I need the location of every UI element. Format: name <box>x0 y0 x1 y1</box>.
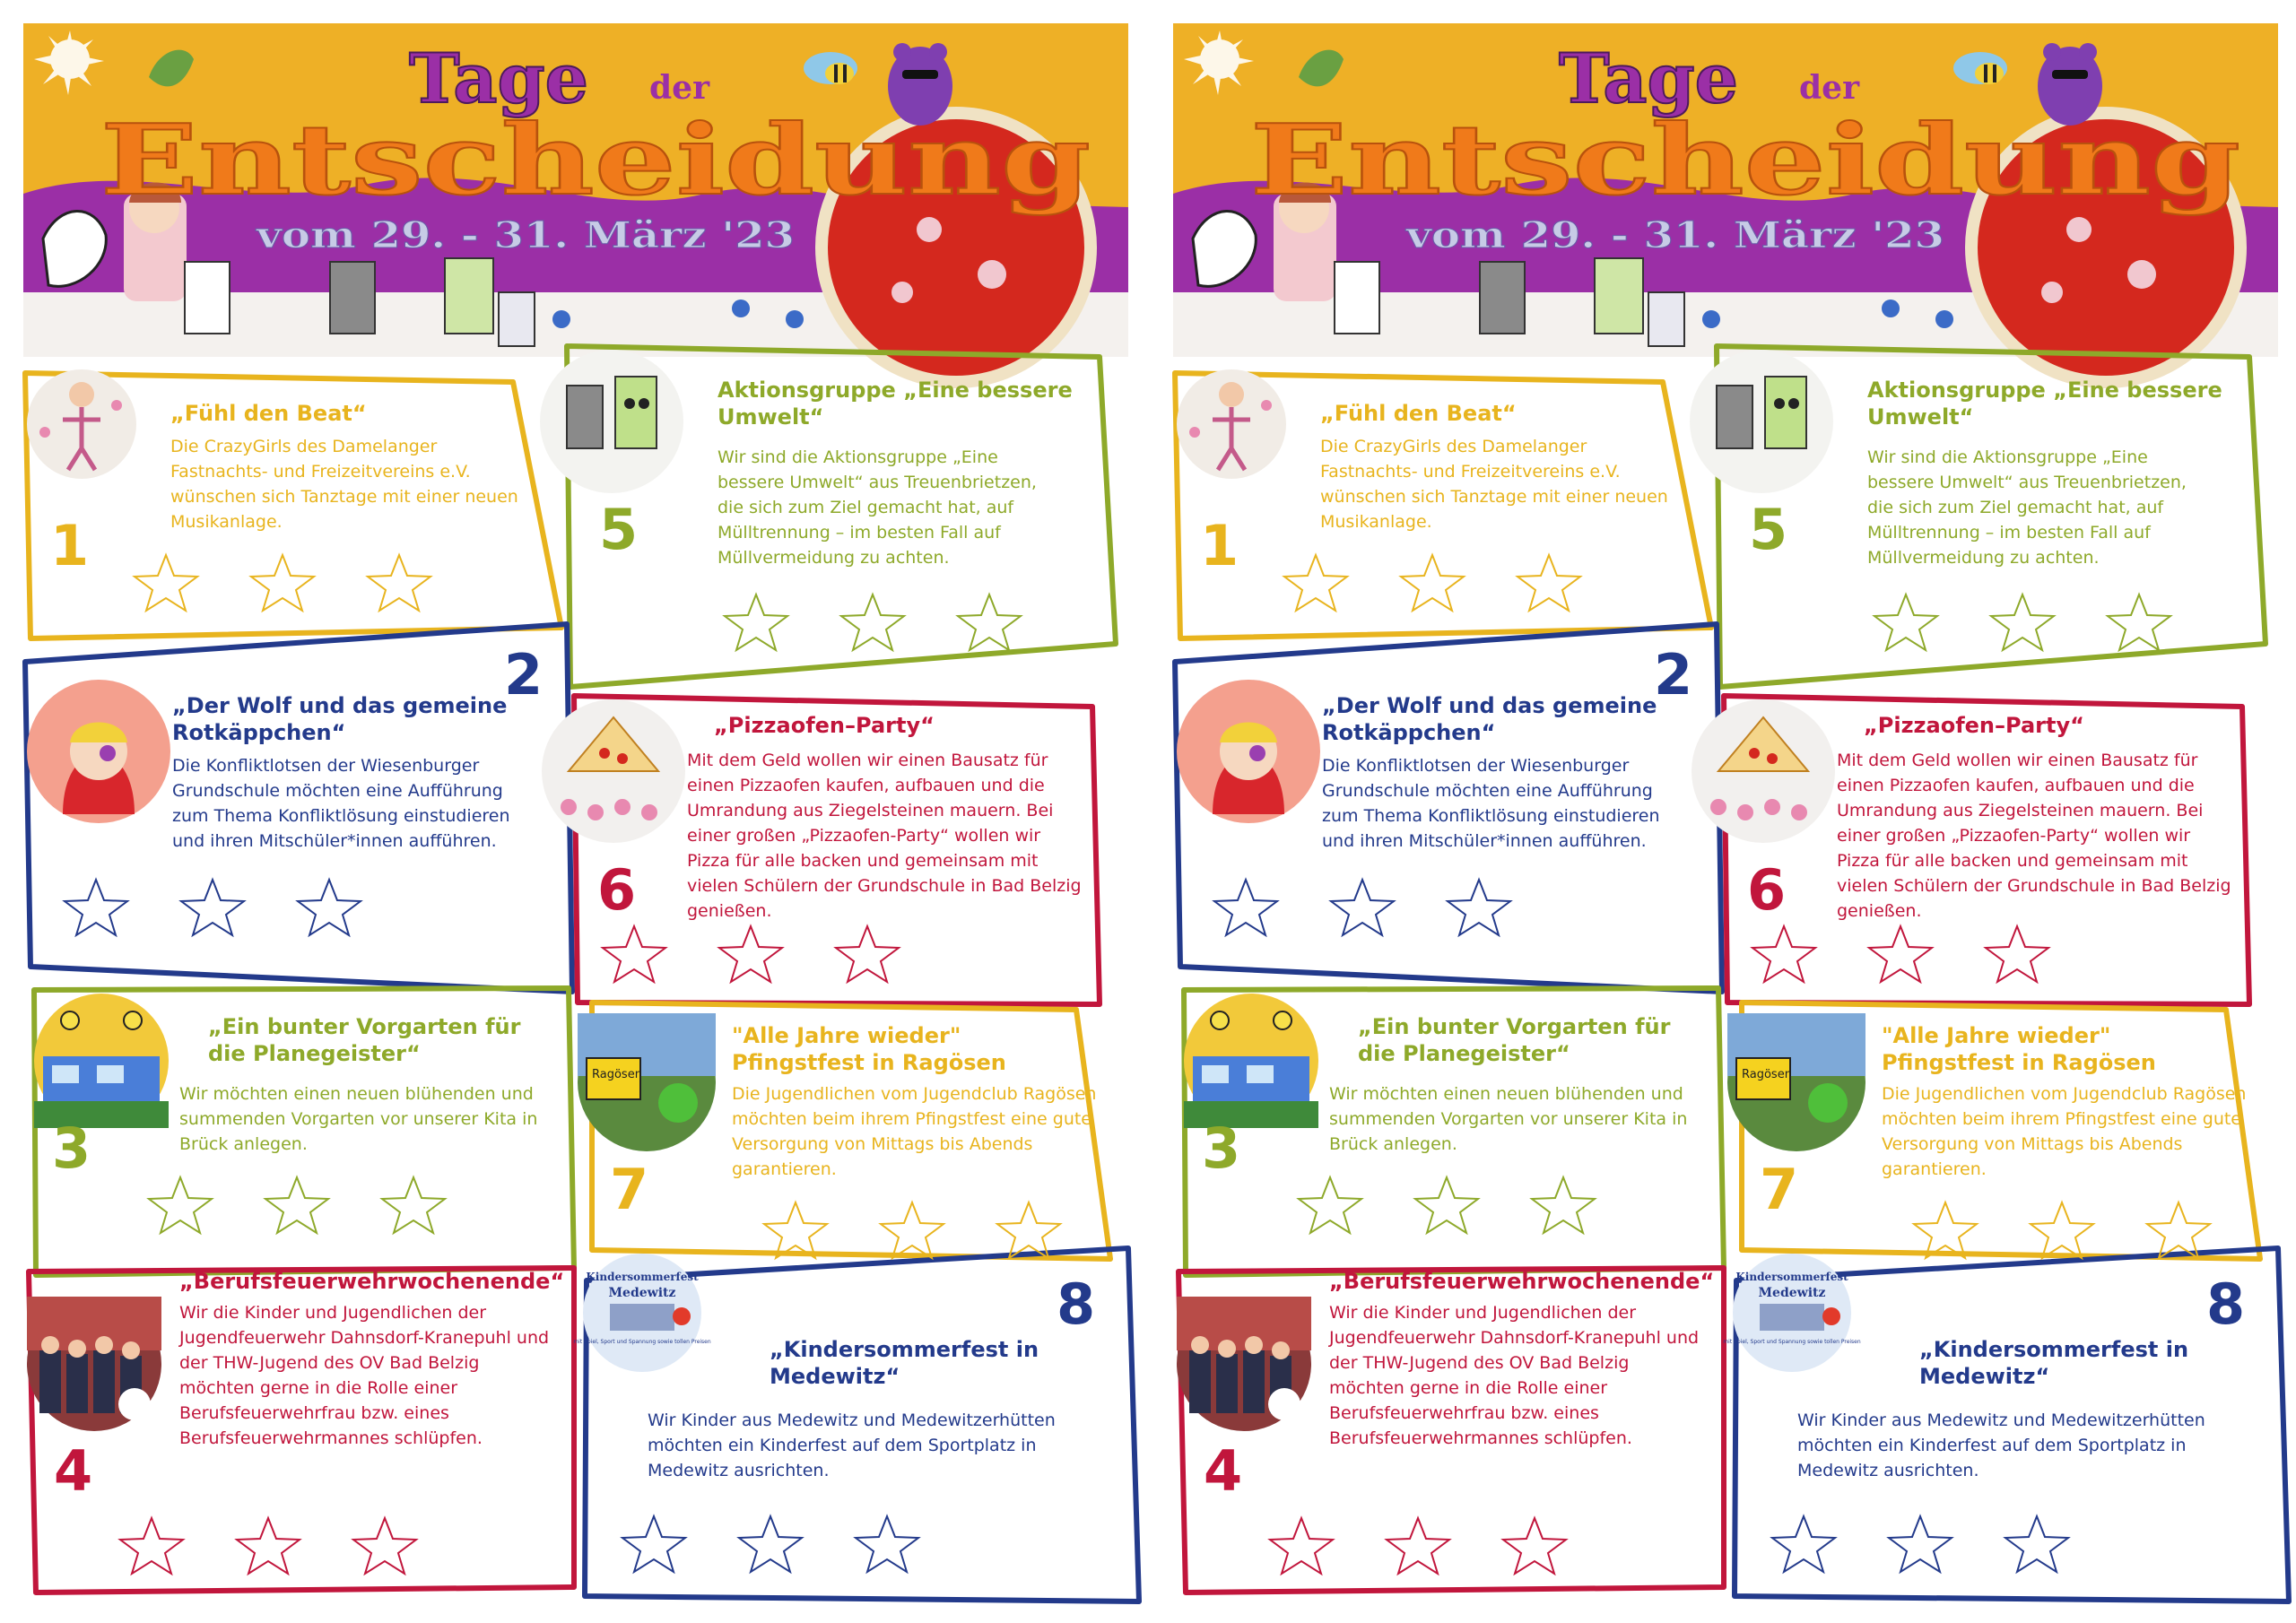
card-7-number: 7 <box>1760 1157 1799 1222</box>
card-2-description: Die Konfliktlotsen der Wiesenburger Grundschule möchten eine Aufführung zum Thema Konfliktlösung einstudieren und ihren Mitschüler*innen aufführen. <box>172 756 510 851</box>
card-5-number: 5 <box>1749 497 1788 562</box>
card-3-number: 3 <box>1202 1115 1241 1181</box>
star-icon[interactable] <box>954 590 1024 653</box>
star-icon[interactable] <box>1211 875 1281 938</box>
card-3-description: Wir möchten einen neuen blühenden und summenden Vorgarten vor unserer Kita in Brück anlegen. <box>1329 1084 1688 1154</box>
pizza-drawing-icon <box>1692 699 1835 843</box>
flyer-left <box>0 0 1146 1623</box>
card-1-number: 1 <box>1200 513 1239 578</box>
trash-bins-drawing-icon <box>1690 350 1833 493</box>
card-1-title: „Fühl den Beat“ <box>1320 401 1517 426</box>
star-icon[interactable] <box>1885 1512 1955 1575</box>
card-5-title: Aktionsgruppe „Eine bessere Umwelt“ <box>718 378 1073 430</box>
banner-title-der: der <box>649 69 710 107</box>
card-6-number: 6 <box>597 857 637 923</box>
star-icon[interactable] <box>1769 1512 1839 1575</box>
kindergarten-photo-icon <box>34 994 169 1128</box>
kindergarten-photo-icon <box>1184 994 1318 1128</box>
banner-date: vom 29. - 31. März '23 <box>1405 214 1944 256</box>
card-7-rating[interactable] <box>761 1198 1064 1261</box>
card-5-rating[interactable] <box>721 590 1024 653</box>
star-icon[interactable] <box>378 1173 448 1236</box>
card-1-number: 1 <box>50 513 90 578</box>
star-icon[interactable] <box>131 551 201 613</box>
village-sign-text: Ragösen <box>592 1068 642 1081</box>
dancer-drawing-icon <box>1177 369 1286 479</box>
star-icon[interactable] <box>1910 1198 1980 1261</box>
star-icon[interactable] <box>1514 551 1584 613</box>
card-2-title: „Der Wolf und das gemeine Rotkäppchen“ <box>1322 693 1657 745</box>
star-icon[interactable] <box>61 875 131 938</box>
poster-place-text: Medewitz <box>1758 1286 1826 1300</box>
pizza-drawing-icon <box>542 699 685 843</box>
card-6-title: „Pizzaofen–Party“ <box>1864 713 2084 738</box>
card-8-number: 8 <box>1057 1271 1096 1337</box>
card-2-title: „Der Wolf und das gemeine Rotkäppchen“ <box>172 693 508 745</box>
star-icon[interactable] <box>721 590 791 653</box>
star-icon[interactable] <box>1528 1173 1598 1236</box>
banner-title-tage: Tage <box>1559 39 1739 118</box>
star-icon[interactable] <box>716 922 786 985</box>
star-icon[interactable] <box>832 922 902 985</box>
card-4-rating[interactable] <box>1266 1514 1570 1576</box>
card-4-number: 4 <box>54 1438 93 1504</box>
card-4-description: Wir die Kinder und Jugendlichen der Jugendfeuerwehr Dahnsdorf-Kranepuhl und der THW-Jugend des OV Bad Belzig möchten gerne in die Rolle einer Berufsfeuerwehrfrau bzw. eines Berufsfeuerwehrmannes schlüpfen. <box>1329 1303 1700 1448</box>
card-1-title: „Fühl den Beat“ <box>170 401 367 426</box>
card-2-description: Die Konfliktlotsen der Wiesenburger Grundschule möchten eine Aufführung zum Thema Konfliktlösung einstudieren und ihren Mitschüler*innen aufführen. <box>1322 756 1660 851</box>
star-icon[interactable] <box>1871 590 1941 653</box>
star-icon[interactable] <box>1327 875 1397 938</box>
banner-title-tage: Tage <box>409 39 589 118</box>
card-5-rating[interactable] <box>1871 590 2174 653</box>
poster-title-text: Kindersommerfest <box>586 1271 699 1283</box>
star-icon[interactable] <box>364 551 434 613</box>
card-3-rating[interactable] <box>145 1173 448 1236</box>
card-3-rating[interactable] <box>1295 1173 1598 1236</box>
star-icon[interactable] <box>145 1173 215 1236</box>
dancer-drawing-icon <box>27 369 136 479</box>
star-icon[interactable] <box>233 1514 303 1576</box>
summer-fest-poster-icon <box>1723 1254 1861 1372</box>
poster-place-text: Medewitz <box>608 1286 676 1300</box>
card-4-title: „Berufsfeuerwehrwochenende“ <box>1329 1269 1715 1294</box>
village-sign-photo-icon <box>578 1013 716 1151</box>
star-icon[interactable] <box>2104 590 2174 653</box>
card-8-title: „Kindersommerfest in Medewitz“ <box>1919 1337 2189 1389</box>
star-icon[interactable] <box>262 1173 332 1236</box>
fire-brigade-photo-icon <box>27 1297 161 1431</box>
village-sign-text: Ragösen <box>1742 1068 1792 1081</box>
card-2-rating[interactable] <box>1211 875 1514 938</box>
card-5-description: Wir sind die Aktionsgruppe „Eine bessere Umwelt“ aus Treuenbrietzen, die sich zum Ziel gemacht hat, auf Mülltrennung – im besten Fall auf Müllvermeidung zu achten. <box>1867 447 2187 568</box>
star-icon[interactable] <box>852 1512 922 1575</box>
star-icon[interactable] <box>877 1198 947 1261</box>
star-icon[interactable] <box>1295 1173 1365 1236</box>
summer-fest-poster-icon <box>573 1254 711 1372</box>
card-4-title: „Berufsfeuerwehrwochenende“ <box>179 1269 565 1294</box>
star-icon[interactable] <box>2144 1198 2213 1261</box>
star-icon[interactable] <box>994 1198 1064 1261</box>
card-7-number: 7 <box>610 1157 649 1222</box>
star-icon[interactable] <box>735 1512 805 1575</box>
poster-subtitle-text: mit Spiel, Sport und Spannung sowie tollen Preisen <box>1723 1339 1861 1345</box>
card-3-description: Wir möchten einen neuen blühenden und summenden Vorgarten vor unserer Kita in Brück anlegen. <box>179 1084 538 1154</box>
star-icon[interactable] <box>1500 1514 1570 1576</box>
card-1-rating[interactable] <box>1281 551 1584 613</box>
banner-title-entscheidung: Entscheidung <box>1250 104 2240 217</box>
star-icon[interactable] <box>1987 590 2057 653</box>
card-2-rating[interactable] <box>61 875 364 938</box>
card-3-number: 3 <box>52 1115 91 1181</box>
star-icon[interactable] <box>1397 551 1467 613</box>
star-icon[interactable] <box>1281 551 1351 613</box>
banner-title-entscheidung: Entscheidung <box>100 104 1091 217</box>
star-icon[interactable] <box>1266 1514 1336 1576</box>
card-1-description: Die CrazyGirls des Damelanger Fastnachts- und Freizeitvereins e.V. wünschen sich Tanztage mit einer neuen Musikanlage. <box>170 437 518 532</box>
card-8-rating[interactable] <box>1769 1512 2072 1575</box>
star-icon[interactable] <box>117 1514 187 1576</box>
card-7-title: "Alle Jahre wieder" Pfingstfest in Ragösen <box>732 1023 1006 1075</box>
banner-date: vom 29. - 31. März '23 <box>255 214 795 256</box>
trash-bins-drawing-icon <box>540 350 683 493</box>
village-sign-photo-icon <box>1727 1013 1866 1151</box>
card-6-title: „Pizzaofen–Party“ <box>714 713 935 738</box>
red-riding-hood-drawing-icon <box>27 680 170 823</box>
red-riding-hood-drawing-icon <box>1177 680 1320 823</box>
star-icon[interactable] <box>838 590 908 653</box>
star-icon[interactable] <box>1866 922 1935 985</box>
card-7-title: "Alle Jahre wieder" Pfingstfest in Ragösen <box>1882 1023 2156 1075</box>
card-8-title: „Kindersommerfest in Medewitz“ <box>770 1337 1039 1389</box>
card-6-rating[interactable] <box>599 922 902 985</box>
card-8-description: Wir Kinder aus Medewitz und Medewitzerhütten möchten ein Kinderfest auf dem Sportplatz in Medewitz ausrichten. <box>648 1410 1056 1480</box>
card-5-title: Aktionsgruppe „Eine bessere Umwelt“ <box>1867 378 2222 430</box>
card-8-rating[interactable] <box>619 1512 922 1575</box>
card-1-description: Die CrazyGirls des Damelanger Fastnachts- und Freizeitvereins e.V. wünschen sich Tanztage mit einer neuen Musikanlage. <box>1320 437 1668 532</box>
poster-title-text: Kindersommerfest <box>1735 1271 1848 1283</box>
card-7-description: Die Jugendlichen vom Jugendclub Ragösen möchten beim ihrem Pfingstfest eine gute Versorgung von Mittags bis Abends garantieren. <box>732 1084 1097 1179</box>
card-5-description: Wir sind die Aktionsgruppe „Eine bessere Umwelt“ aus Treuenbrietzen, die sich zum Ziel gemacht hat, auf Mülltrennung – im besten Fall auf Müllvermeidung zu achten. <box>718 447 1037 568</box>
star-icon[interactable] <box>178 875 248 938</box>
card-4-number: 4 <box>1204 1438 1243 1504</box>
card-3-title: „Ein bunter Vorgarten für die Planegeister“ <box>208 1014 521 1066</box>
fire-brigade-photo-icon <box>1177 1297 1311 1431</box>
card-1-rating[interactable] <box>131 551 434 613</box>
star-icon[interactable] <box>1749 922 1819 985</box>
star-icon[interactable] <box>599 922 669 985</box>
star-icon[interactable] <box>1383 1514 1453 1576</box>
poster-subtitle-text: mit Spiel, Sport und Spannung sowie tollen Preisen <box>573 1339 711 1345</box>
card-3-title: „Ein bunter Vorgarten für die Planegeister“ <box>1358 1014 1671 1066</box>
star-icon[interactable] <box>2002 1512 2072 1575</box>
flyer-right <box>1150 0 2296 1623</box>
card-6-description: Mit dem Geld wollen wir einen Bausatz für einen Pizzaofen kaufen, aufbauen und die Umrandung aus Ziegelsteinen mauern. Bei einer großen „Pizzaofen-Party“ wollen wir Pizza für alle backen und gemeinsam mit vielen Schülern der Grundschule in Bad Belzig genießen. <box>687 751 1082 921</box>
banner-title-der: der <box>1799 69 1860 107</box>
card-6-description: Mit dem Geld wollen wir einen Bausatz für einen Pizzaofen kaufen, aufbauen und die Umrandung aus Ziegelsteinen mauern. Bei einer großen „Pizzaofen-Party“ wollen wir Pizza für alle backen und gemeinsam mit vielen Schülern der Grundschule in Bad Belzig genießen. <box>1837 751 2231 921</box>
star-icon[interactable] <box>1982 922 2052 985</box>
star-icon[interactable] <box>294 875 364 938</box>
card-2-number: 2 <box>504 642 544 707</box>
star-icon[interactable] <box>248 551 317 613</box>
card-4-rating[interactable] <box>117 1514 420 1576</box>
star-icon[interactable] <box>761 1198 831 1261</box>
star-icon[interactable] <box>2027 1198 2097 1261</box>
star-icon[interactable] <box>1444 875 1514 938</box>
star-icon[interactable] <box>350 1514 420 1576</box>
card-2-number: 2 <box>1654 642 1693 707</box>
card-4-description: Wir die Kinder und Jugendlichen der Jugendfeuerwehr Dahnsdorf-Kranepuhl und der THW-Jugend des OV Bad Belzig möchten gerne in die Rolle einer Berufsfeuerwehrfrau bzw. eines Berufsfeuerwehrmannes schlüpfen. <box>179 1303 550 1448</box>
star-icon[interactable] <box>619 1512 689 1575</box>
card-6-number: 6 <box>1747 857 1787 923</box>
card-7-rating[interactable] <box>1910 1198 2213 1261</box>
card-7-description: Die Jugendlichen vom Jugendclub Ragösen möchten beim ihrem Pfingstfest eine gute Versorgung von Mittags bis Abends garantieren. <box>1882 1084 2247 1179</box>
card-5-number: 5 <box>599 497 639 562</box>
card-8-description: Wir Kinder aus Medewitz und Medewitzerhütten möchten ein Kinderfest auf dem Sportplatz in Medewitz ausrichten. <box>1797 1410 2205 1480</box>
card-8-number: 8 <box>2206 1271 2246 1337</box>
card-6-rating[interactable] <box>1749 922 2052 985</box>
star-icon[interactable] <box>1412 1173 1482 1236</box>
